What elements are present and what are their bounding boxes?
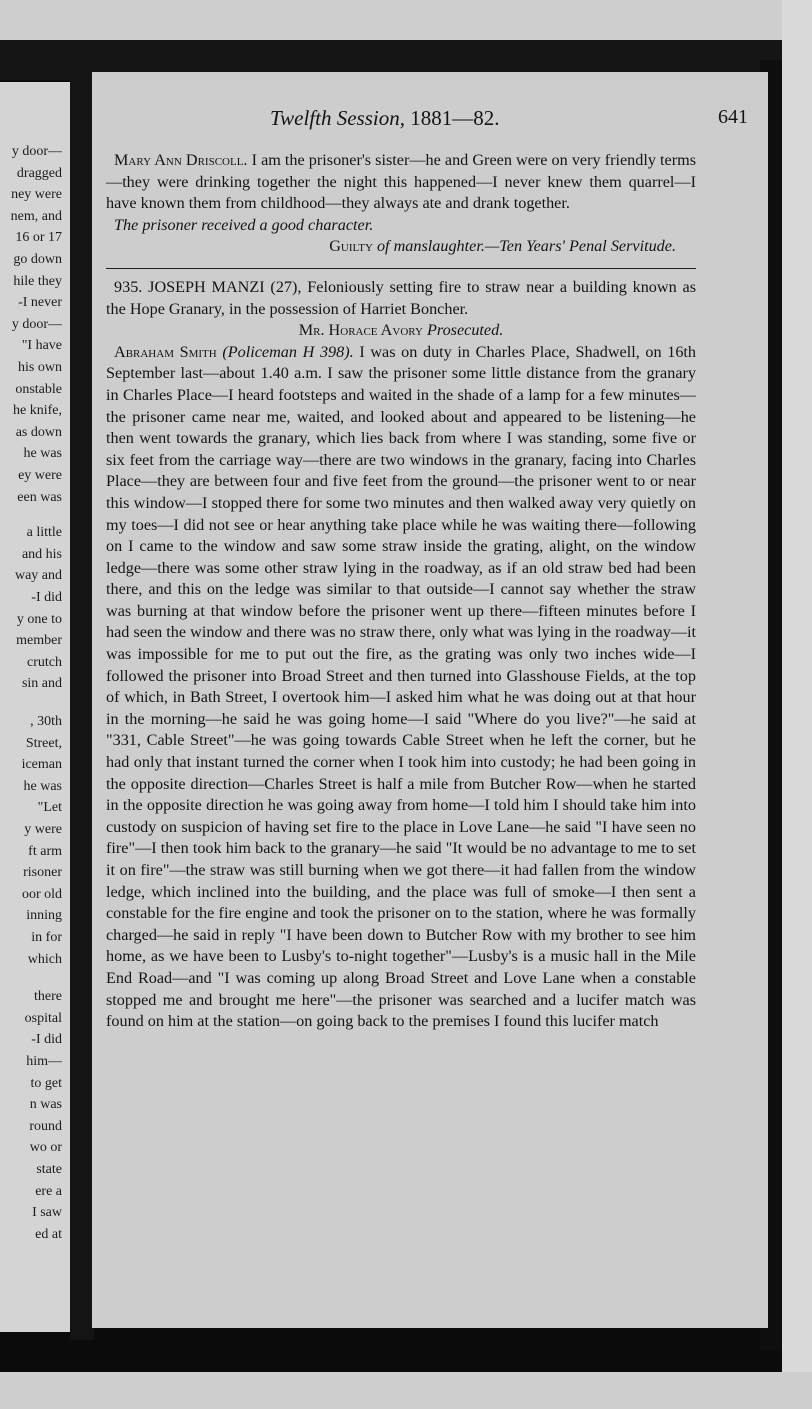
facing-page-line: sin and (21, 676, 62, 692)
facing-page-line: as down (15, 424, 62, 440)
facing-page-line: n was (29, 1097, 62, 1113)
case-heading (106, 277, 696, 320)
facing-page-line: which (27, 951, 62, 967)
facing-page-line: ere a (35, 1183, 62, 1199)
verdict-sentence: of manslaughter.—Ten Years' Penal Servitude. (376, 237, 676, 256)
facing-page-line: inning (26, 908, 62, 924)
facing-page-line: and his (21, 546, 62, 562)
facing-page-line: -I did (31, 1032, 62, 1048)
facing-page-line: ed at (35, 1226, 62, 1242)
case-number: 935. (114, 277, 143, 296)
session-years: 1881—82. (410, 106, 500, 130)
facing-page-line: go down (13, 252, 62, 267)
witness-detail: (Policeman H 398). (222, 342, 354, 361)
testimony-text: I was on duty in Charles Place, Shadwell, on 16th September last—about 1.40 a.m. I saw the prisoner some little distance from the granary in Charles Place—I heard footsteps and waited in the shade of a lamp for a few minutes—the prisoner came near me, waited, and looked about and appeared to be listening—he then went towards the granary, which lies back from where I was standing, some five or six feet from the carriage way—there are two windows in the granary, facing into Charles Place—they are between four and five feet from the ground—the prisoner went to or near this window—I stopped there for some two minutes and then walked away very quietly on my toes—I did not see or hear anything take place while he was waiting there—following on I came to the window and saw some straw inside the grating, alight, on the window ledge—there was some other straw lying in the roadway, as if an old straw bed had been there, and this on the ledge was similar to that outside—I cannot say whether the straw was burning at that window before the prisoner went up there—fifteen minutes before I had seen the window and there was no straw there, only what was lying in the roadway—it was impossible for me to put out the fire, as the grating was only two inches wide—I followed the prisoner into Broad Street and then turned into Glasshouse Fields, at the top of which, in Bath Street, I overtook him—I asked him what he was doing out at that hour in the morning—he said he was going home—I said "Where do you live?"—he said at "331, Cable Street"—he was going towards Cable Street when he left the corner, but he had only that instant turned the corner when I took him into custody; he had been going in the opposite direction—Charles Street is half a mile from Butcher Row—when he started in the opposite direction he was going away from home—I told him I should take him into custody on suspicion of having set fire to the place in Love Lane—he said "I have seen no fire"—I then took him back to the granary—he said "It would be no advantage to me to set it on fire"—the straw was still burning when we got there—it had fallen from the window ledge, which inclined into the building, and the place was full of smoke—I then sent a constable for the fire engine and took the prisoner on to the station, where he was formally charged—he said in reply "I have been down to Butcher Row with my brother to see him home, as we have been to Lusby's to-night together"—Lusby's is a music hall in the Mile End Road—and "I was coming up along Broad Street and Love Lane when a constable stopped me and brought me here"—the prisoner was searched and a lucifer match was found on him at the station—on going back to the premises I found this lucifer match (106, 342, 697, 1031)
scan-right-margin (782, 0, 812, 1409)
facing-page-line: "I have (21, 338, 62, 354)
facing-page-line: way and (14, 568, 62, 584)
facing-page-line: Street, (25, 735, 62, 751)
verdict-label: Guilty (329, 237, 373, 256)
facing-page-line: he was (23, 778, 62, 794)
facing-page-line: y door— (11, 144, 62, 159)
prosecutor-role: Prosecuted. (426, 321, 504, 340)
facing-page-line: member (16, 633, 62, 649)
running-header (92, 106, 768, 132)
facing-page-line: dragged (16, 165, 62, 181)
facing-page-line: he knife, (13, 403, 62, 419)
facing-page-line: y door— (11, 316, 62, 332)
page-body (106, 150, 696, 1033)
facing-page-line: state (36, 1162, 62, 1177)
prosecutor-name: Mr. Horace Avory (298, 321, 423, 340)
facing-page-line: he was (23, 446, 62, 462)
case-heading-text: JOSEPH MANZI (27), Feloniously setting fire to straw near a building known as the Hope Granary, in the possession of Harriet Boncher. (106, 277, 696, 318)
facing-page-line: oor old (21, 886, 62, 902)
scan-bottom-margin (0, 1372, 812, 1409)
facing-page-line: ney were (11, 187, 62, 203)
running-title: Twelfth Session, 1881—82. (270, 106, 500, 130)
testimony-smith (106, 342, 696, 1033)
witness-name: Abraham Smith (114, 342, 217, 361)
facing-page-fragment (0, 82, 72, 1332)
book-gutter (70, 70, 94, 1340)
facing-page-line: , 30th (30, 714, 62, 729)
facing-page-line: there (34, 989, 62, 1005)
witness-name: Mary Ann Driscoll. (114, 151, 248, 169)
facing-page-line: "Let (37, 800, 62, 816)
prosecution-line (106, 320, 696, 342)
facing-page-line: y were (24, 822, 62, 837)
verdict (106, 236, 696, 258)
character-note: The prisoner received a good character. (114, 215, 374, 234)
facing-page-line: hile they (13, 273, 62, 289)
page-number: 641 (718, 106, 748, 128)
facing-page-line: ey were (18, 468, 62, 483)
facing-page-line: his own (18, 360, 62, 375)
facing-page-line: I saw (32, 1205, 62, 1221)
facing-page-line: crutch (27, 654, 62, 670)
facing-page-line: onstable (15, 381, 62, 397)
facing-page-line: ft arm (28, 843, 62, 859)
facing-page-line: wo or (29, 1140, 62, 1156)
facing-page-line: -I did (31, 590, 62, 605)
facing-page-line: ospital (24, 1010, 62, 1026)
facing-page-line: him— (26, 1054, 62, 1069)
facing-page-line: risoner (23, 865, 62, 881)
facing-page-line: -I never (18, 295, 62, 311)
facing-page-line: 16 or 17 (15, 230, 62, 246)
facing-page-line: a little (26, 525, 62, 541)
facing-page-line: round (29, 1118, 62, 1134)
facing-page-line: y one to (16, 611, 62, 627)
facing-page-line: nem, and (10, 208, 62, 224)
section-divider (106, 268, 696, 269)
facing-page-line: in for (31, 930, 62, 945)
facing-page-line: een was (17, 489, 62, 505)
testimony-driscoll (106, 150, 696, 215)
testimony-text: I am the prisoner's sister—he and Green were on very friendly terms—they were drinking together the night this happened—I never knew them quarrel—I have known them from childhood—they always ate and drank together. (106, 151, 696, 213)
facing-page-line: iceman (21, 757, 62, 773)
facing-page-line: to get (30, 1075, 62, 1091)
book-page (92, 72, 768, 1328)
